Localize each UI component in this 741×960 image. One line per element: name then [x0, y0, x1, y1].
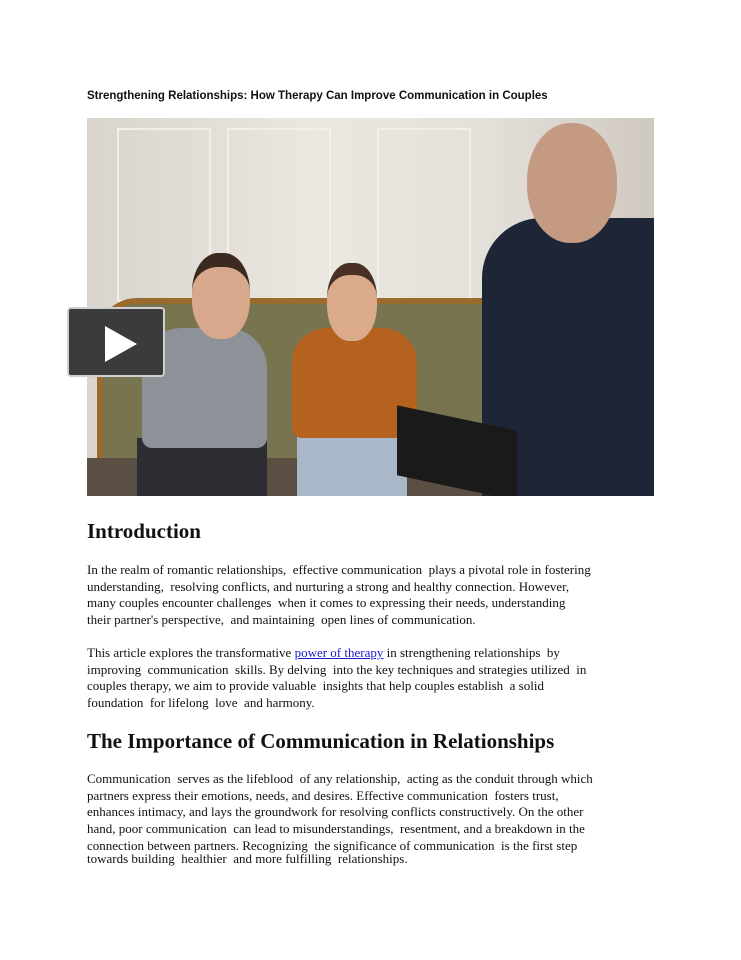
text-line: enhances intimacy, and lays the groundwork for resolving conflicts constructively. On the other — [87, 804, 584, 820]
text-line — [87, 645, 586, 662]
text-line: connection between partners. Recognizing the significance of communication is the first step — [87, 837, 578, 853]
text-line: foundation for lifelong love and harmony. — [87, 695, 315, 711]
text-line: towards building healthier and more fulfilling relationships. — [87, 850, 408, 866]
text: in strengthening relationships by — [383, 645, 560, 660]
play-icon — [105, 326, 137, 362]
document-title: Strengthening Relationships: How Therapy Can Improve Communication in Couples — [87, 90, 548, 102]
text-line: partners express their emotions, needs, and desires. Effective communication fosters trust, — [87, 787, 559, 803]
power-of-therapy-link[interactable]: power of therapy — [294, 645, 384, 660]
text-line: Communication serves as the lifeblood of any relationship, acting as the conduit through which — [87, 771, 593, 786]
importance-heading: The Importance of Communication in Relationships — [87, 729, 555, 753]
text-line: In the realm of romantic relationships, effective communication plays a pivotal role in fostering — [87, 562, 591, 577]
intro-paragraph-2 — [87, 645, 586, 712]
text: This article explores the transformative — [87, 645, 295, 660]
intro-heading: Introduction — [87, 519, 201, 543]
text-line: understanding, resolving conflicts, and nurturing a strong and healthy connection. However, — [87, 578, 570, 594]
text-line: couples therapy, we aim to provide valuable insights that help couples establish a solid — [87, 678, 544, 694]
intro-paragraph-1 — [87, 562, 591, 629]
text-line: hand, poor communication can lead to misunderstandings, resentment, and a breakdown in the — [87, 821, 585, 837]
text-line: improving communication skills. By delving into the key techniques and strategies utilized in — [87, 661, 587, 677]
text-line: their partner's perspective, and maintaining open lines of communication. — [87, 612, 476, 628]
couples-therapy-photo — [87, 118, 654, 496]
text-line: many couples encounter challenges when it comes to expressing their needs, understanding — [87, 595, 566, 611]
importance-paragraph — [87, 771, 593, 867]
play-button[interactable] — [67, 307, 165, 377]
